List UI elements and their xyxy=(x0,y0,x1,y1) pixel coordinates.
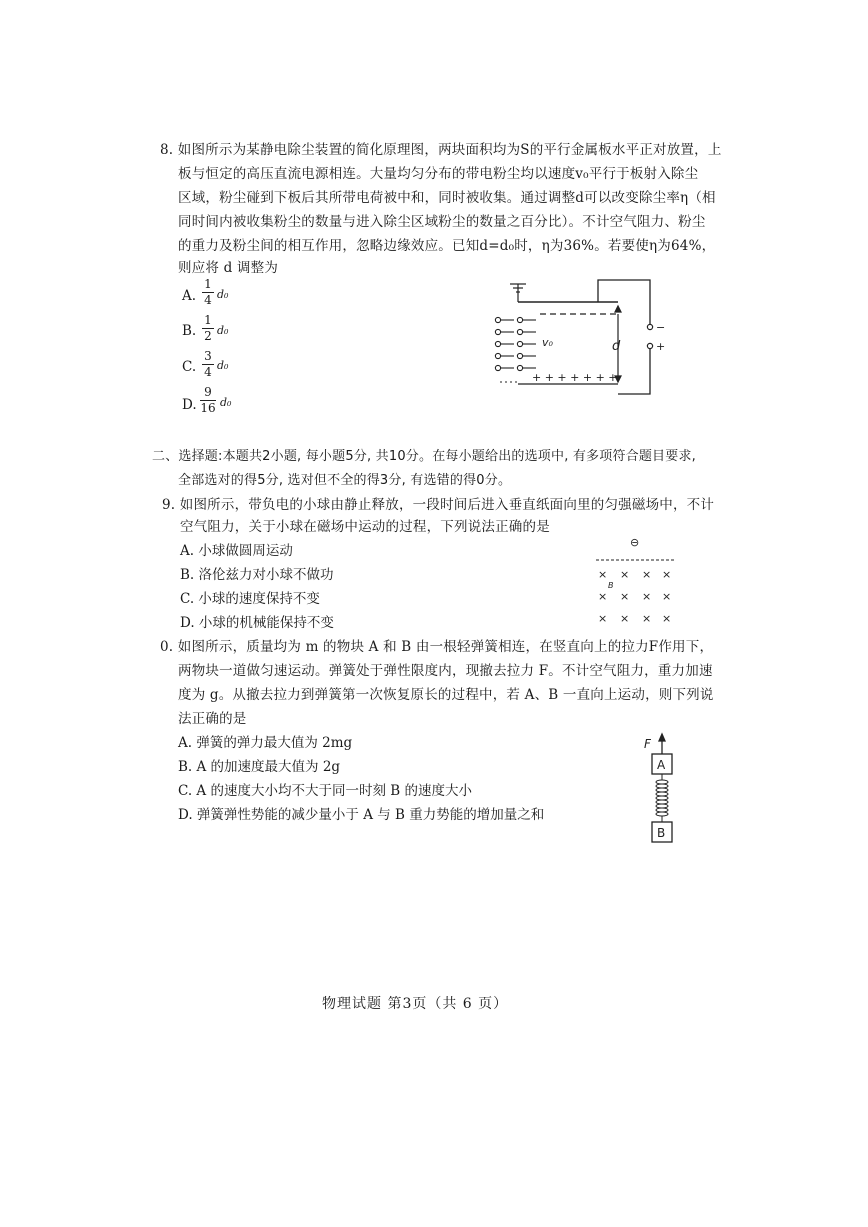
cross-mark: × xyxy=(662,612,672,625)
q9-option-c[interactable]: C. 小球的速度保持不变 xyxy=(180,591,320,607)
particle-row xyxy=(495,329,536,334)
q8-line-4: 同时间内被收集粉尘的数量与进入除尘区域粉尘的数量之百分比）。不计空气阻力、粉尘 xyxy=(178,214,706,230)
option-letter: B. xyxy=(182,323,197,339)
option-letter: D. xyxy=(182,397,197,413)
option-tail: d₀ xyxy=(217,359,229,372)
fraction-denominator: 4 xyxy=(204,293,212,307)
q8-line-2: 板与恒定的高压直流电源相连。大量均匀分布的带电粉尘均以速度v₀平行于板射入除尘 xyxy=(178,166,699,182)
q8-precipitator-figure xyxy=(480,270,680,400)
q8-line-1: 8. 如图所示为某静电除尘装置的简化原理图，两块面积均为S的平行金属板水平正对放置，上 xyxy=(160,142,722,158)
force-f-label: F xyxy=(644,737,651,751)
cross-mark: × xyxy=(642,590,652,603)
option-letter: C. xyxy=(182,359,197,375)
fraction-numerator: 3 xyxy=(204,349,212,363)
charged-ball-icon: ⊖ xyxy=(630,536,640,549)
q10-line-4: 法正确的是 xyxy=(178,711,247,727)
fraction-numerator: 9 xyxy=(204,385,212,399)
minus-label: − xyxy=(656,321,666,334)
cross-mark: × xyxy=(598,568,608,581)
option-letter: A. xyxy=(182,288,197,304)
q9-option-b[interactable]: B. 洛伦兹力对小球不做功 xyxy=(180,567,334,583)
q10-spring-blocks-figure xyxy=(640,730,690,848)
q10-option-d[interactable]: D. 弹簧弹性势能的减少量小于 A 与 B 重力势能的增加量之和 xyxy=(178,807,545,823)
cross-mark: × xyxy=(642,568,652,581)
fraction-denominator: 16 xyxy=(200,401,216,415)
field-b-label: B xyxy=(608,581,614,590)
cross-mark: × xyxy=(662,590,672,603)
q10-option-b[interactable]: B. A 的加速度最大值为 2g xyxy=(178,759,341,775)
cross-mark: × xyxy=(620,590,630,603)
positive-terminal xyxy=(647,343,652,348)
section-2-line-2: 全部选对的得5分, 选对但不全的得3分, 有选错的得0分。 xyxy=(178,473,512,488)
cross-mark: × xyxy=(598,612,608,625)
cross-mark: × xyxy=(662,568,672,581)
spring-icon xyxy=(656,774,668,822)
plus-label: + xyxy=(656,340,666,353)
force-arrow xyxy=(659,734,665,754)
option-tail: d₀ xyxy=(217,324,229,337)
q9-option-d[interactable]: D. 小球的机械能保持不变 xyxy=(180,615,334,631)
negative-terminal xyxy=(647,324,652,329)
cross-mark: × xyxy=(620,568,630,581)
plate-charges: + + + + + + + xyxy=(532,371,618,384)
q8-line-6: 则应将 d 调整为 xyxy=(178,260,279,276)
q10-option-c[interactable]: C. A 的速度大小均不大于同一时刻 B 的速度大小 xyxy=(178,783,472,799)
cross-mark: × xyxy=(642,612,652,625)
field-crosses xyxy=(598,568,671,625)
fraction-numerator: 1 xyxy=(204,313,212,327)
dust-particles xyxy=(495,317,536,370)
particle-row xyxy=(495,341,536,346)
q8-line-5: 的重力及粉尘间的相互作用，忽略边缘效应。已知d=d₀时，η为36%。若要使η为64%， xyxy=(178,238,716,254)
ground-icon xyxy=(510,284,526,302)
cross-mark: × xyxy=(598,590,608,603)
cross-mark: × xyxy=(620,612,630,625)
option-tail: d₀ xyxy=(220,396,232,409)
option-tail: d₀ xyxy=(217,288,229,301)
q10-line-3: 度为 g。从撤去拉力到弹簧第一次恢复原长的过程中，若 A、B 一直向上运动，则下列说 xyxy=(178,687,714,703)
q9-option-a[interactable]: A. 小球做圆周运动 xyxy=(180,543,293,559)
page-footer: 物理试题 第3页（共 6 页） xyxy=(322,996,509,1012)
q10-line-2: 两物块一道做匀速运动。弹簧处于弹性限度内，现撤去拉力 F。不计空气阻力，重力加速 xyxy=(178,663,713,679)
particle-row xyxy=(495,365,536,370)
q9-line-2: 空气阻力，关于小球在磁场中运动的过程，下列说法正确的是 xyxy=(180,519,550,535)
particle-row xyxy=(495,317,536,322)
block-b-label: B xyxy=(657,826,666,840)
fraction-denominator: 2 xyxy=(204,329,212,343)
particle-row xyxy=(495,353,536,358)
gap-d-label: d xyxy=(612,339,621,354)
velocity-label: v₀ xyxy=(542,336,553,349)
q10-line-1: 0. 如图所示，质量均为 m 的物块 A 和 B 由一根轻弹簧相连，在竖直向上的拉力F作用下， xyxy=(160,639,714,655)
section-2-line-1: 二、选择题:本题共2小题, 每小题5分, 共10分。在每小题给出的选项中, 有多项符合题目要求, xyxy=(152,449,696,464)
fraction-numerator: 1 xyxy=(204,277,212,291)
q9-magnetic-field-figure xyxy=(590,530,680,630)
fraction-denominator: 4 xyxy=(204,365,212,379)
block-a-label: A xyxy=(657,758,666,772)
q8-line-3: 区域，粉尘碰到下板后其所带电荷被中和，同时被收集。通过调整d可以改变除尘率η（相 xyxy=(178,190,716,206)
q10-option-a[interactable]: A. 弹簧的弹力最大值为 2mg xyxy=(178,735,353,751)
q9-line-1: 9. 如图所示，带负电的小球由静止释放，一段时间后进入垂直纸面向里的匀强磁场中，不计 xyxy=(162,497,715,513)
